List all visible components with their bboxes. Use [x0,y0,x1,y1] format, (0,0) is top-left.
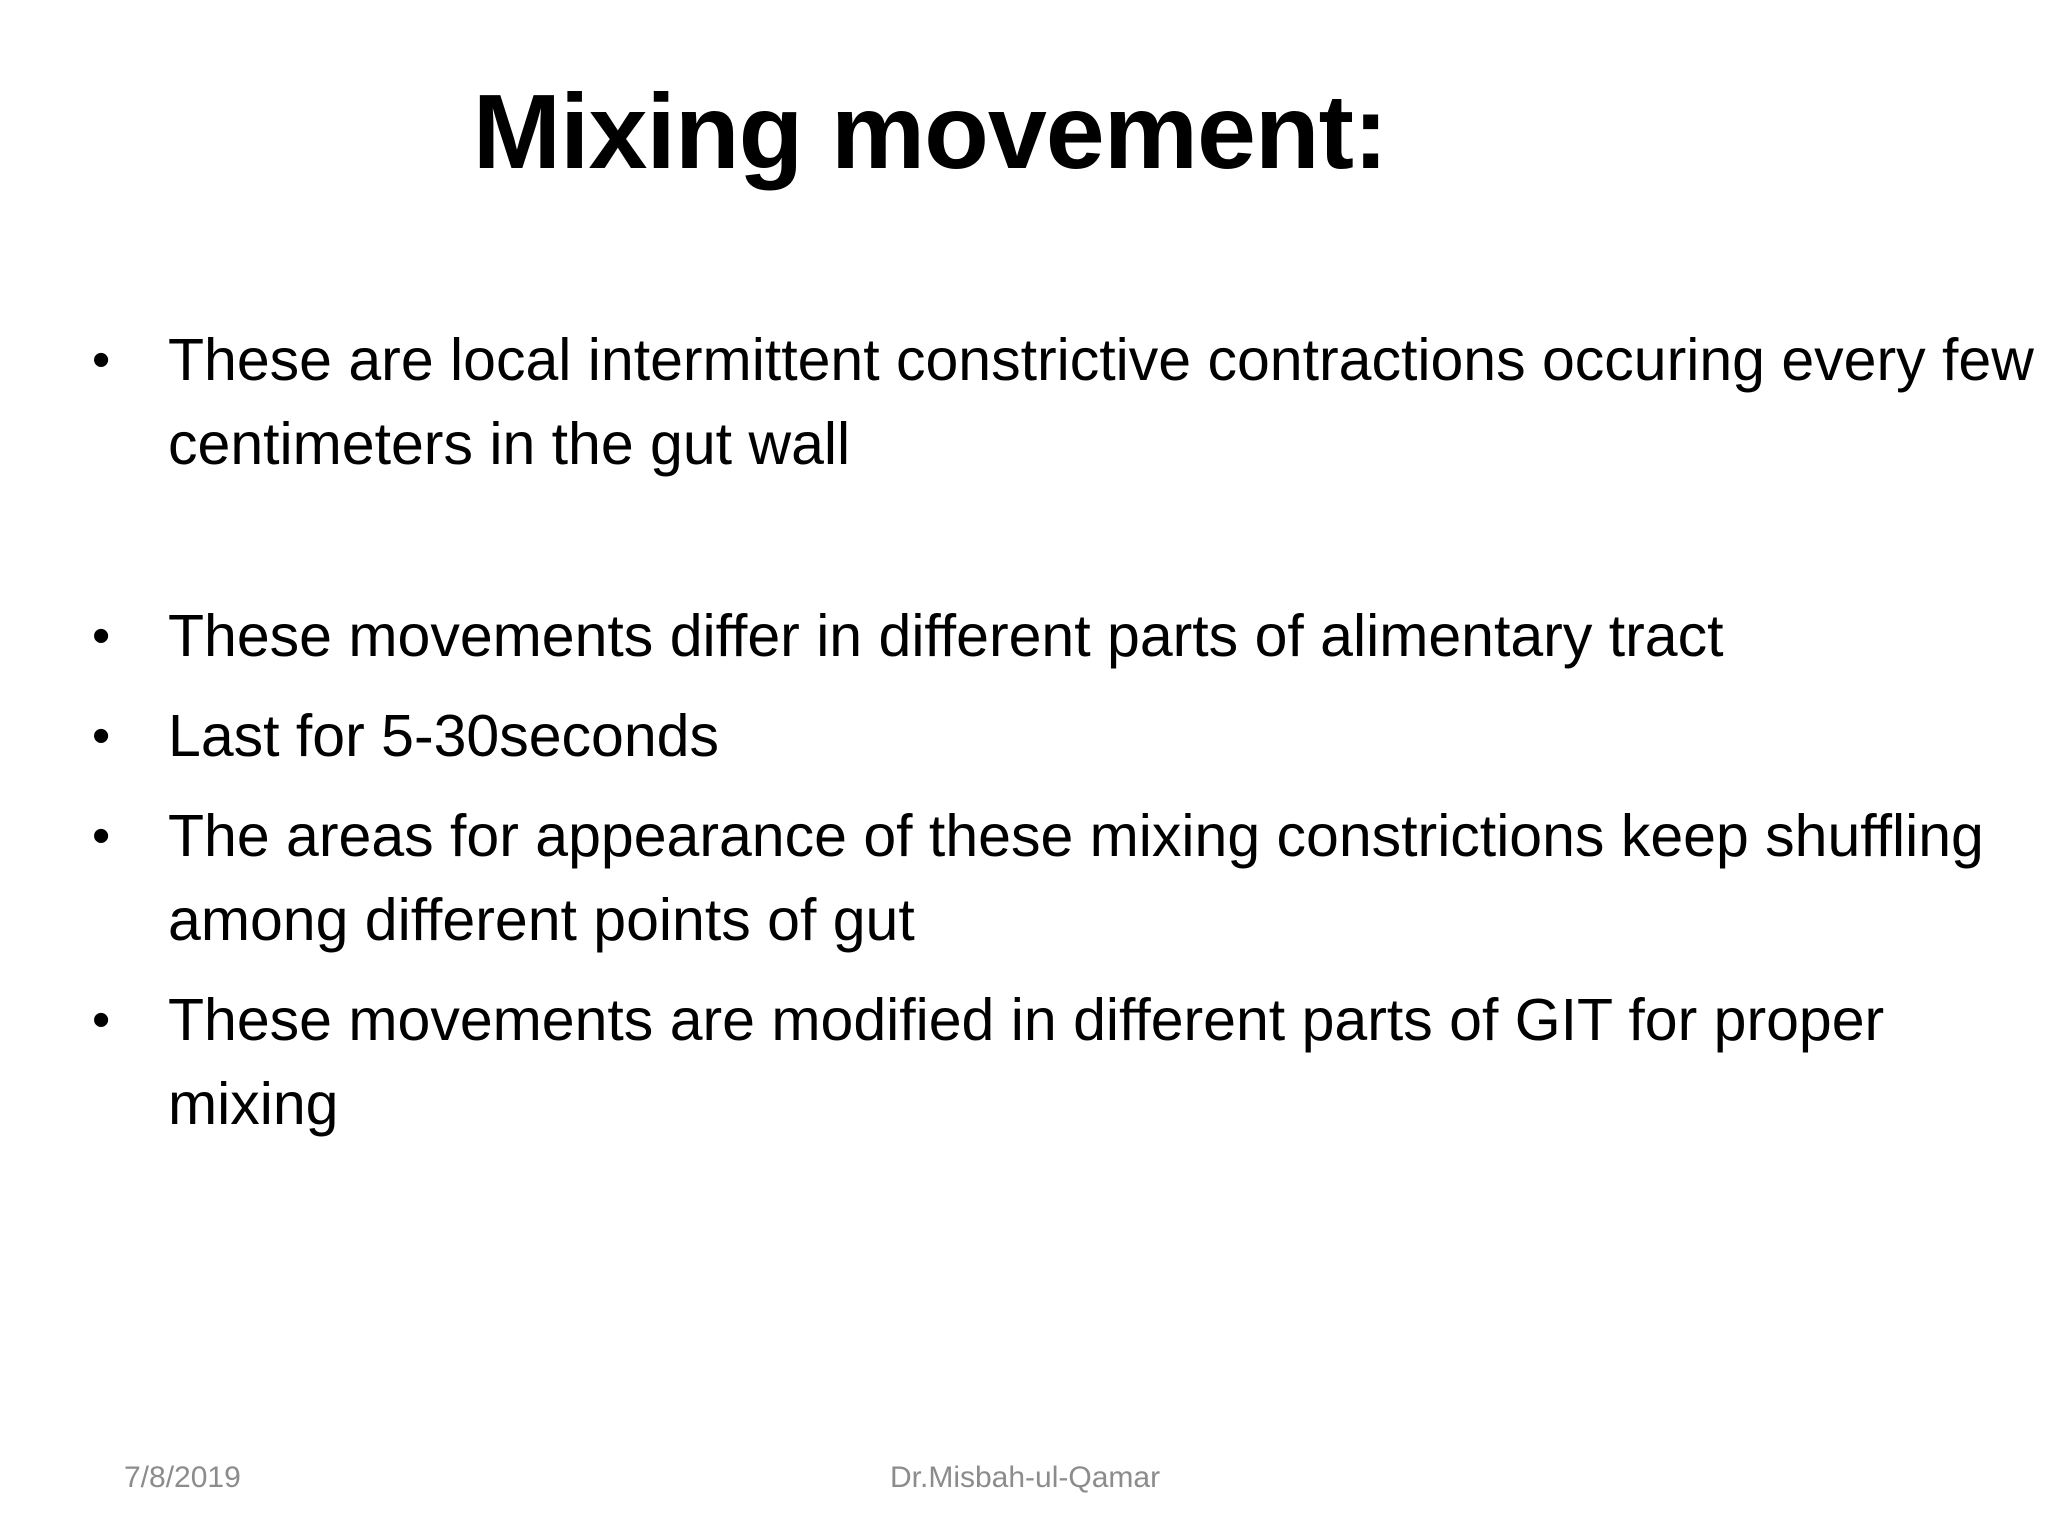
bullet-text: These are local intermittent constrictive contractions occuring every few centimeters in the gut wall [168,327,2034,477]
bullet-text: Last for 5-30seconds [168,703,719,769]
bullet-item [88,318,2038,486]
bullet-item [88,794,2038,962]
footer-author: Dr.Misbah-ul-Qamar [890,1461,1161,1494]
bullet-icon: • [92,331,111,389]
bullet-icon: • [92,707,111,765]
footer-date: 7/8/2019 [124,1461,241,1494]
bullet-list [88,318,2038,1162]
bullet-item [88,978,2038,1146]
bullet-text: These movements are modified in different parts of GIT for proper mixing [168,987,1885,1137]
bullet-icon: • [92,807,111,865]
bullet-text: These movements differ in different parts of alimentary tract [168,603,1724,669]
slide-title: Mixing movement: [472,73,1388,191]
bullet-item [88,594,2038,678]
bullet-icon: • [92,607,111,665]
bullet-item [88,694,2038,778]
bullet-icon: • [92,991,111,1049]
bullet-text: The areas for appearance of these mixing constrictions keep shuffling among different points of gut [168,803,1984,953]
